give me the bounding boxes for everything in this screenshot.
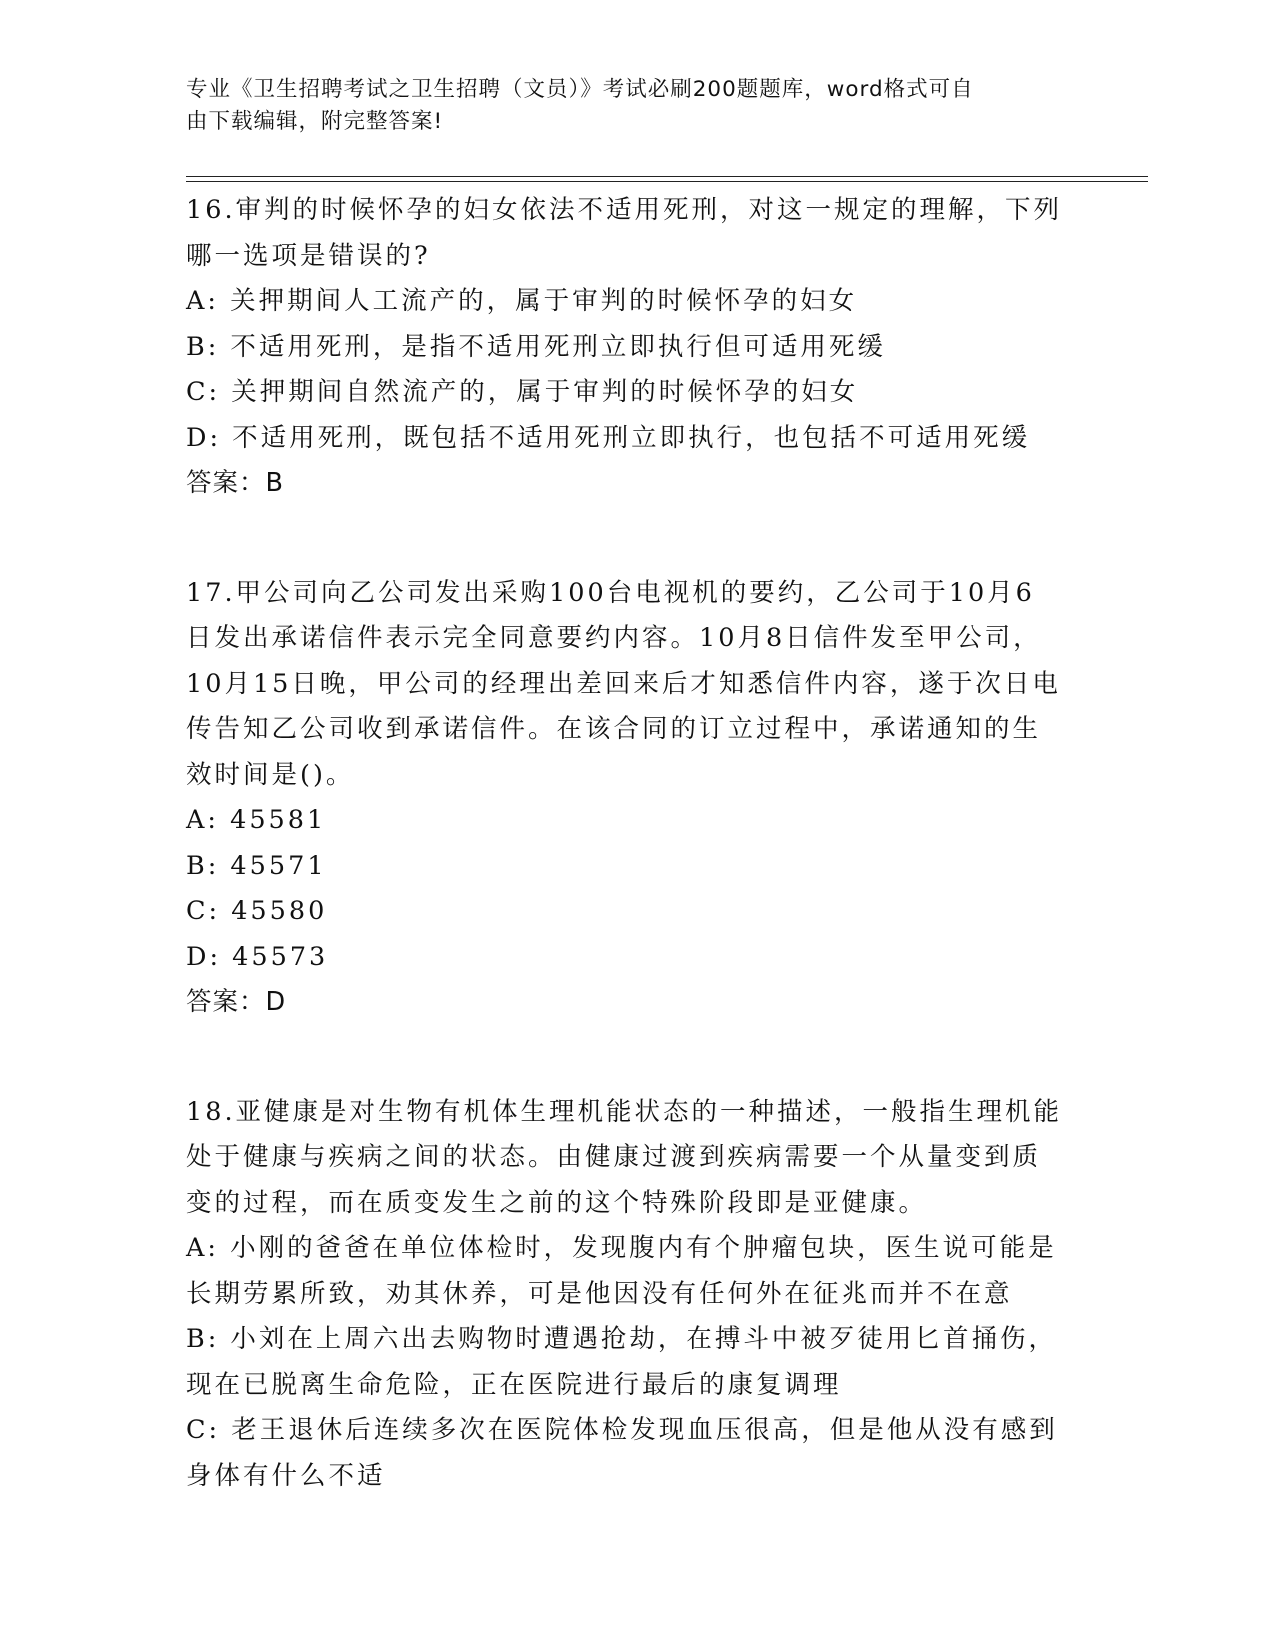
question-stem <box>186 188 1076 279</box>
option-a <box>186 279 1076 325</box>
option-b <box>186 325 1076 371</box>
stem-line: 效时间是()。 <box>186 759 355 790</box>
header-line: 由下载编辑，附完整答案! <box>186 109 444 134</box>
option-a <box>186 1226 1076 1317</box>
question-item <box>186 571 1076 1026</box>
answer-label: 答案：D <box>186 987 287 1017</box>
stem-line: 17.甲公司向乙公司发出采购100台电视机的要约，乙公司于10月6 <box>186 577 1035 608</box>
option-line: B: 不适用死刑，是指不适用死刑立即执行但可适用死缓 <box>186 331 886 362</box>
question-item <box>186 1090 1076 1500</box>
stem-line: 传告知乙公司收到承诺信件。在该合同的订立过程中，承诺通知的生 <box>186 714 1042 744</box>
option-line: B: 45571 <box>186 850 327 881</box>
document-header <box>186 74 1066 138</box>
question-item <box>186 188 1076 507</box>
option-line: A: 45581 <box>186 805 327 835</box>
option-d <box>186 935 1076 981</box>
option-line: 身体有什么不适 <box>186 1460 386 1491</box>
option-c <box>186 1408 1076 1499</box>
stem-line: 10月15日晚，甲公司的经理出差回来后才知悉信件内容，遂于次日电 <box>186 668 1061 699</box>
stem-line: 16.审判的时候怀孕的妇女依法不适用死刑，对这一规定的理解，下列 <box>186 195 1063 225</box>
option-line: A: 关押期间人工流产的，属于审判的时候怀孕的妇女 <box>186 286 858 316</box>
option-line: C: 老王退休后连续多次在医院体检发现血压很高，但是他从没有感到 <box>186 1415 1058 1445</box>
option-c <box>186 889 1076 935</box>
answer-label: 答案：B <box>186 468 284 498</box>
option-line: D: 45573 <box>186 941 329 972</box>
option-b <box>186 1317 1076 1408</box>
option-line: D: 不适用死刑，既包括不适用死刑立即执行，也包括不可适用死缓 <box>186 422 1031 453</box>
option-line: 长期劳累所致，劝其休养，可是他因没有任何外在征兆而并不在意 <box>186 1278 1013 1309</box>
stem-line: 18.亚健康是对生物有机体生理机能状态的一种描述，一般指生理机能 <box>186 1096 1063 1127</box>
option-b <box>186 844 1076 890</box>
header-divider <box>186 176 1148 177</box>
option-c <box>186 370 1076 416</box>
question-stem <box>186 571 1076 799</box>
header-line: 专业《卫生招聘考试之卫生招聘（文员）》考试必刷200题题库，word格式可自 <box>186 77 974 102</box>
stem-line: 日发出承诺信件表示完全同意要约内容。10月8日信件发至甲公司， <box>186 623 1042 653</box>
stem-line: 处于健康与疾病之间的状态。由健康过渡到疾病需要一个从量变到质 <box>186 1142 1042 1172</box>
question-list <box>186 188 1076 1563</box>
stem-line: 哪一选项是错误的? <box>186 240 431 271</box>
stem-line: 变的过程，而在质变发生之前的这个特殊阶段即是亚健康。 <box>186 1187 928 1218</box>
header-divider <box>186 181 1148 182</box>
option-line: C: 45580 <box>186 896 328 926</box>
option-line: B: 小刘在上周六出去购物时遭遇抢劫，在搏斗中被歹徒用匕首捅伤， <box>186 1324 1057 1354</box>
option-a <box>186 798 1076 844</box>
option-line: C: 关押期间自然流产的，属于审判的时候怀孕的妇女 <box>186 377 859 407</box>
option-d <box>186 416 1076 462</box>
option-line: A: 小刚的爸爸在单位体检时，发现腹内有个肿瘤包块，医生说可能是 <box>186 1233 1057 1263</box>
option-line: 现在已脱离生命危险，正在医院进行最后的康复调理 <box>186 1369 842 1400</box>
question-stem <box>186 1090 1076 1227</box>
